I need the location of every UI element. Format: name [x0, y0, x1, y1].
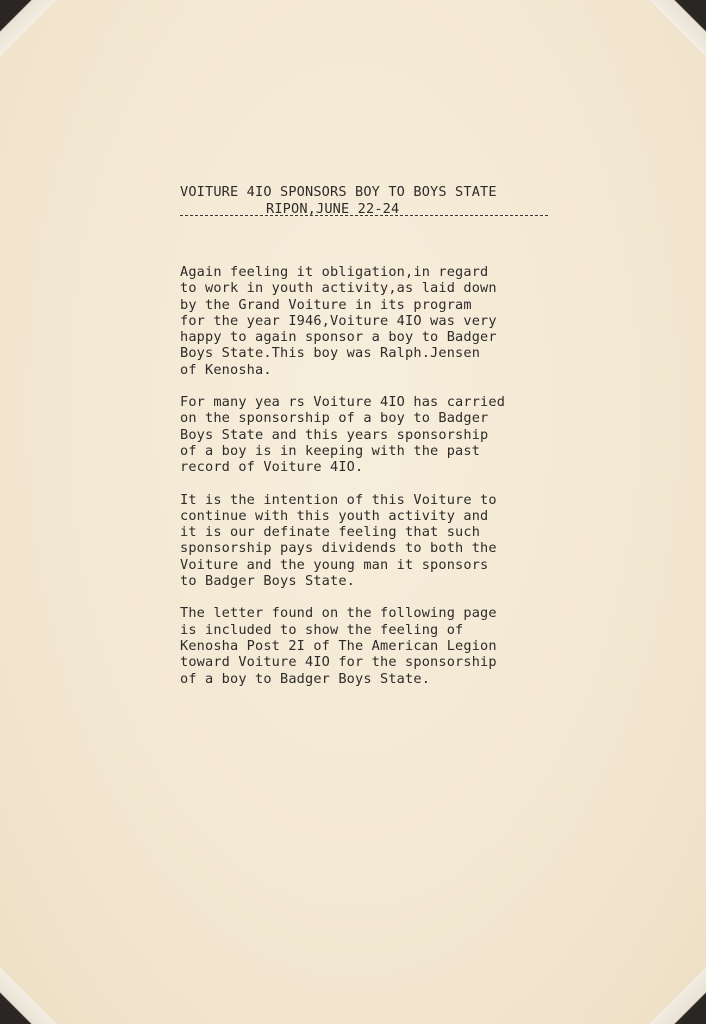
paragraph-1: Again feeling it obligation,in regard to work in youth activity,as laid down by the Grand Voiture in its program for the year I946,Voiture 4IO was very happy to again sponsor a boy to Badger Boys State.This boy was Ralph.Jensen of Kenosha. — [180, 264, 497, 378]
document-body — [180, 264, 580, 703]
heading-underline — [180, 215, 548, 216]
heading-title: VOITURE 4IO SPONSORS BOY TO BOYS STATE — [180, 184, 497, 200]
photo-corner-bottom-right — [636, 954, 706, 1024]
photo-corner-top-right — [636, 0, 706, 70]
photo-corner-top-left — [0, 0, 70, 70]
heading-location-date: RIPON,JUNE 22-24 — [266, 201, 400, 217]
paragraph-3: It is the intention of this Voiture to continue with this youth activity and it is our definate feeling that such sponsorship pays dividends to both the Voiture and the young man it sponsors to Badger Boys State. — [180, 491, 497, 590]
paragraph-4: The letter found on the following page is included to show the feeling of Kenosha Post 2I of The American Legion toward Voiture 4IO for the sponsorship of a boy to Badger Boys State. — [180, 605, 497, 687]
photo-corner-bottom-left — [0, 954, 70, 1024]
paragraph-2: For many yea rs Voiture 4IO has carried on the sponsorship of a boy to Badger Boys State and this years sponsorship of a boy is in keeping with the past record of Voiture 4IO. — [180, 394, 506, 476]
document-heading — [180, 184, 560, 218]
